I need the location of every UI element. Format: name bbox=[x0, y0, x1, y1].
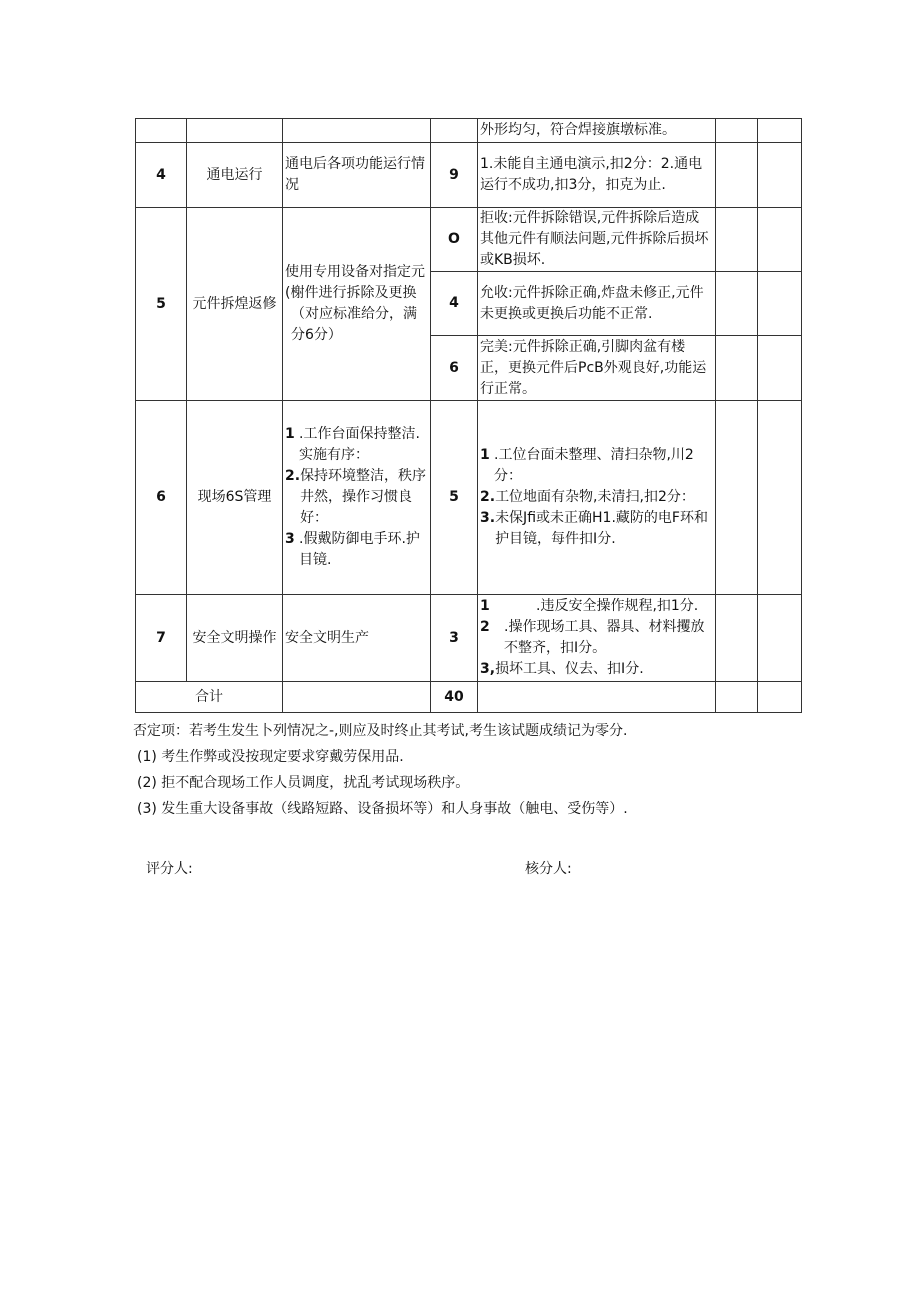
cell-result bbox=[758, 595, 802, 682]
cell-criteria: 拒收:元件拆除错误,元件拆除后造成其他元件有顺法问题,元件拆除后损坏或KB损坏. bbox=[478, 208, 716, 272]
table-row-total bbox=[136, 682, 802, 713]
scoring-table bbox=[135, 118, 802, 713]
cell-no bbox=[136, 119, 187, 143]
list-item: 1 .工作台面保持整洁.实施有序： bbox=[285, 426, 420, 463]
cell-content: 通电后各项功能运行情况 bbox=[283, 143, 431, 208]
content-note: （对应标准给分，满分6分） bbox=[291, 306, 417, 343]
cell-content: 安全文明生产 bbox=[283, 595, 431, 682]
list-item: 3. 未保Jfi或未正确H1.藏防的电F环和护目镜，每件扣I分. bbox=[480, 510, 708, 547]
list-item: 3 .假戴防御电手环.护目镜. bbox=[285, 531, 420, 568]
note-item: (2) 拒不配合现场工作人员调度，扰乱考试现场秩序。 bbox=[137, 775, 470, 791]
cell-score: 4 bbox=[431, 272, 478, 336]
cell-content bbox=[283, 208, 431, 401]
cell-no: 5 bbox=[136, 208, 187, 401]
cell-deduct bbox=[716, 682, 758, 713]
total-label: 合计 bbox=[136, 682, 283, 713]
cell-content bbox=[283, 682, 431, 713]
cell-content bbox=[283, 119, 431, 143]
cell-item: 元件拆煌返修 bbox=[187, 208, 283, 401]
cell-criteria bbox=[478, 401, 716, 595]
cell-deduct bbox=[716, 401, 758, 595]
cell-result bbox=[758, 336, 802, 401]
cell-criteria: 完美:元件拆除正确,引脚肉盆有楼正，更换元件后PcB外观良好,功能运行正常。 bbox=[478, 336, 716, 401]
reviewer-label: 核分人: bbox=[525, 861, 572, 877]
cell-result bbox=[758, 272, 802, 336]
cell-criteria: 允收:元件拆除正确,炸盘未修正,元件未更换或更换后功能不正常. bbox=[478, 272, 716, 336]
cell-result bbox=[758, 401, 802, 595]
cell-criteria bbox=[478, 682, 716, 713]
cell-result bbox=[758, 143, 802, 208]
cell-deduct bbox=[716, 272, 758, 336]
notes-intro: 否定项：若考生发生卜列情况之-,则应及时终止其考试,考生该试题成绩记为零分. bbox=[133, 723, 628, 739]
cell-result bbox=[758, 682, 802, 713]
cell-score: 6 bbox=[431, 336, 478, 401]
table-row bbox=[136, 119, 802, 143]
cell-criteria: 外形均匀，符合焊接旗墩标准。 bbox=[478, 119, 716, 143]
cell-score: O bbox=[431, 208, 478, 272]
list-item: 1 .工位台面未整理、清扫杂物,川2分： bbox=[480, 447, 694, 484]
content-text: 使用专用设备对指定元(榭件进行拆除及更换 bbox=[285, 264, 425, 301]
table-row bbox=[136, 143, 802, 208]
cell-criteria bbox=[478, 595, 716, 682]
cell-deduct bbox=[716, 143, 758, 208]
cell-no: 7 bbox=[136, 595, 187, 682]
list-item: 2 .操作现场工具、器具、材料攫放不整齐，扣I分。 bbox=[480, 619, 705, 656]
cell-deduct bbox=[716, 336, 758, 401]
veto-notes bbox=[133, 718, 833, 822]
cell-deduct bbox=[716, 595, 758, 682]
cell-deduct bbox=[716, 119, 758, 143]
note-item: (1) 考生作弊或没按现定要求穿戴劳保用品. bbox=[137, 749, 404, 765]
cell-item: 安全文明操作 bbox=[187, 595, 283, 682]
note-item: (3) 发生重大设备事故（线路短路、设备损坏等）和人身事故（触电、受伤等）. bbox=[137, 801, 628, 817]
cell-score: 9 bbox=[431, 143, 478, 208]
cell-criteria: 1.未能自主通电演示,扣2分：2.通电运行不成功,扣3分，扣克为止. bbox=[478, 143, 716, 208]
cell-deduct bbox=[716, 208, 758, 272]
list-item: 3, 损坏工具、仪去、扣I分. bbox=[480, 661, 644, 677]
table-row bbox=[136, 208, 802, 272]
list-item: 1 .违反安全操作规程,扣1分. bbox=[480, 598, 699, 614]
table-row bbox=[136, 401, 802, 595]
total-score: 40 bbox=[431, 682, 478, 713]
cell-item: 通电运行 bbox=[187, 143, 283, 208]
cell-result bbox=[758, 119, 802, 143]
list-item: 2. 工位地面有杂物,未清扫,扣2分： bbox=[480, 489, 695, 505]
cell-content bbox=[283, 401, 431, 595]
cell-score: 5 bbox=[431, 401, 478, 595]
scorer-label: 评分人: bbox=[146, 861, 193, 877]
cell-no: 4 bbox=[136, 143, 187, 208]
cell-no: 6 bbox=[136, 401, 187, 595]
cell-score bbox=[431, 119, 478, 143]
table-row bbox=[136, 595, 802, 682]
cell-item bbox=[187, 119, 283, 143]
list-item: 2. 保持环境整洁，秩序井然，操作习惯良好： bbox=[285, 468, 427, 526]
cell-score: 3 bbox=[431, 595, 478, 682]
cell-result bbox=[758, 208, 802, 272]
cell-item: 现场6S管理 bbox=[187, 401, 283, 595]
